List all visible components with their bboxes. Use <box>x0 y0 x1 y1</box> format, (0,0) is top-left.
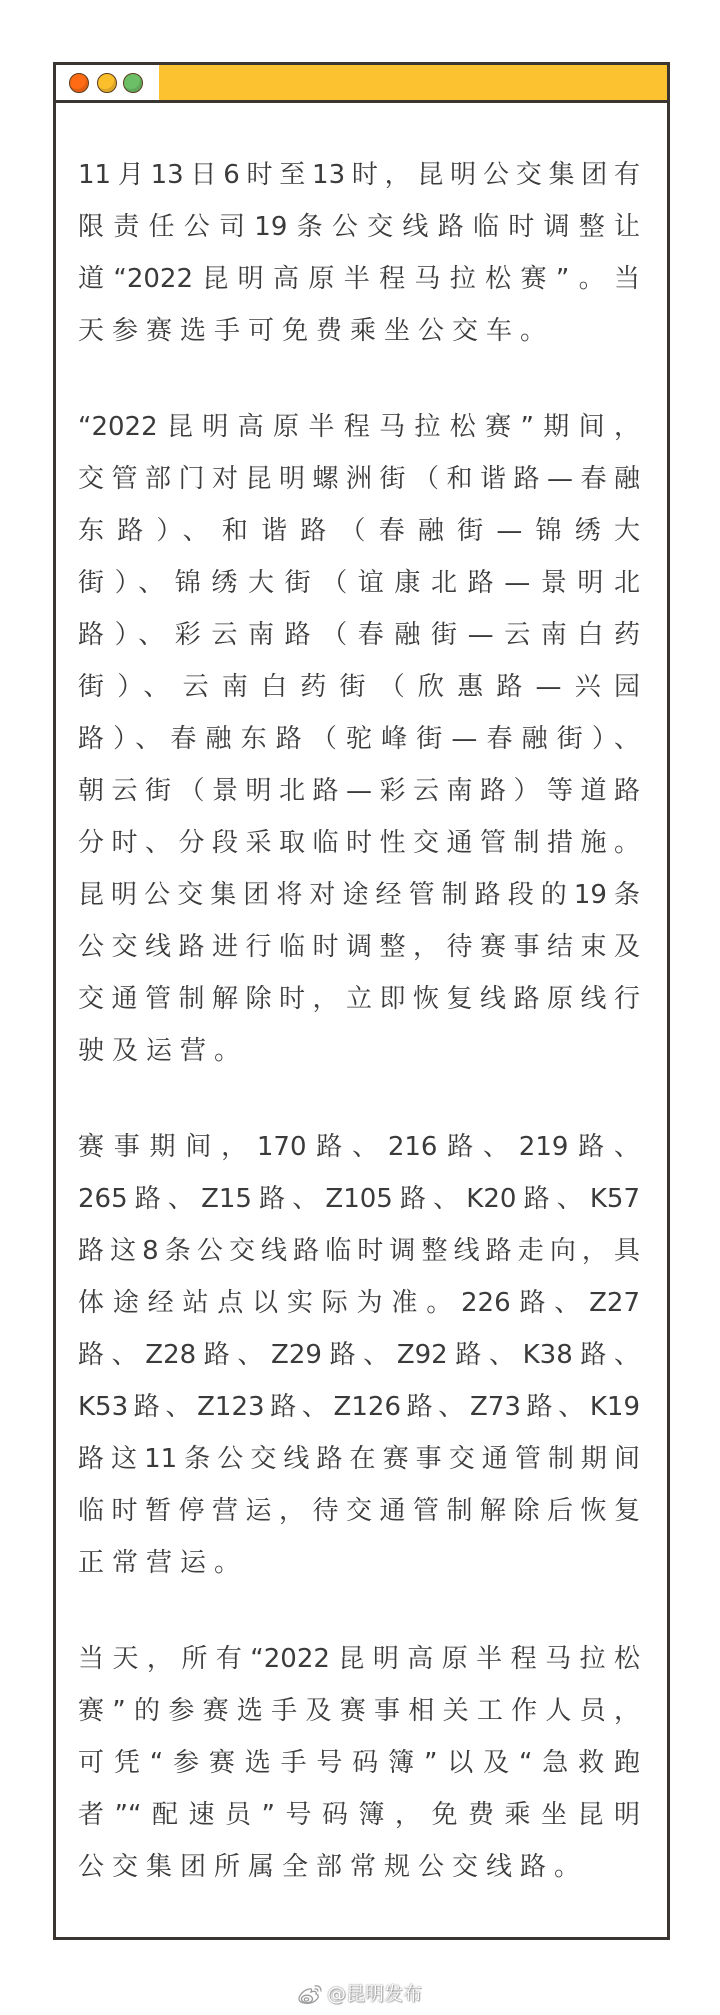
paragraph-3 <box>78 1121 640 1589</box>
text-line: 公交集团所属全部常规公交线路。 <box>78 1852 589 1882</box>
text-line: 交通管制解除时，立即恢复线路原线行 <box>78 984 640 1014</box>
text-line: 路）、彩云南路（春融街—云南白药 <box>78 620 640 650</box>
text-line: 者”“配速员”号码簿，免费乘坐昆明 <box>78 1800 640 1830</box>
title-bar <box>56 65 667 103</box>
close-dot-icon <box>69 73 89 93</box>
watermark <box>296 1981 422 2007</box>
text-line: 公交线路进行临时调整，待赛事结束及 <box>78 932 640 962</box>
text-line: 赛”的参赛选手及赛事相关工作人员， <box>78 1696 640 1726</box>
text-line: 路这11条公交线路在赛事交通管制期间 <box>78 1444 640 1474</box>
text-line: 临时暂停营运，待交通管制解除后恢复 <box>78 1496 640 1526</box>
text-line: 昆明公交集团将对途经管制路段的19条 <box>78 880 640 910</box>
window-frame <box>53 62 670 1940</box>
title-bar-controls <box>56 65 159 100</box>
paragraph-2 <box>78 401 640 1077</box>
text-line: 265路、Z15路、Z105路、K20路、K57 <box>78 1184 640 1214</box>
text-line: 街）、锦绣大街（谊康北路—景明北 <box>78 568 640 598</box>
paragraph-4 <box>78 1633 640 1893</box>
text-line: 赛事期间，170路、216路、219路、 <box>78 1132 640 1162</box>
text-line: 路这8条公交线路临时调整线路走向，具 <box>78 1236 640 1266</box>
text-line: 驶及运营。 <box>78 1036 249 1066</box>
text-line: 天参赛选手可免费乘坐公交车。 <box>78 316 555 346</box>
text-line: “2022昆明高原半程马拉松赛”期间， <box>78 412 640 442</box>
text-line: 街）、云南白药街（欣惠路—兴园 <box>78 672 640 702</box>
weibo-icon <box>296 1982 324 2006</box>
text-line: 交管部门对昆明螺洲街（和谐路—春融 <box>78 464 640 494</box>
minimize-dot-icon <box>97 73 117 93</box>
text-line: 东路）、和谐路（春融街—锦绣大 <box>78 516 640 546</box>
text-line: 正常营运。 <box>78 1548 249 1578</box>
article-body <box>78 149 640 1893</box>
paragraph-1 <box>78 149 640 357</box>
text-line: 可凭“参赛选手号码簿”以及“急救跑 <box>78 1748 640 1778</box>
text-line: 11月13日6时至13时，昆明公交集团有 <box>78 160 640 190</box>
text-line: 体途经站点以实际为准。226路、Z27 <box>78 1288 640 1318</box>
text-line: 限责任公司19条公交线路临时调整让 <box>78 212 640 242</box>
text-line: 分时、分段采取临时性交通管制措施。 <box>78 828 640 858</box>
watermark-text: @昆明发布 <box>327 1983 423 2005</box>
text-line: 路、Z28路、Z29路、Z92路、K38路、 <box>78 1340 640 1370</box>
text-line: 道“2022昆明高原半程马拉松赛”。当 <box>78 264 640 294</box>
maximize-dot-icon <box>123 73 143 93</box>
text-line: 路）、春融东路（驼峰街—春融街）、 <box>78 724 640 754</box>
text-line: K53路、Z123路、Z126路、Z73路、K19 <box>78 1392 640 1422</box>
text-line: 当天，所有“2022昆明高原半程马拉松 <box>78 1644 640 1674</box>
title-bar-fill <box>159 65 667 100</box>
text-line: 朝云街（景明北路—彩云南路）等道路 <box>78 776 640 806</box>
